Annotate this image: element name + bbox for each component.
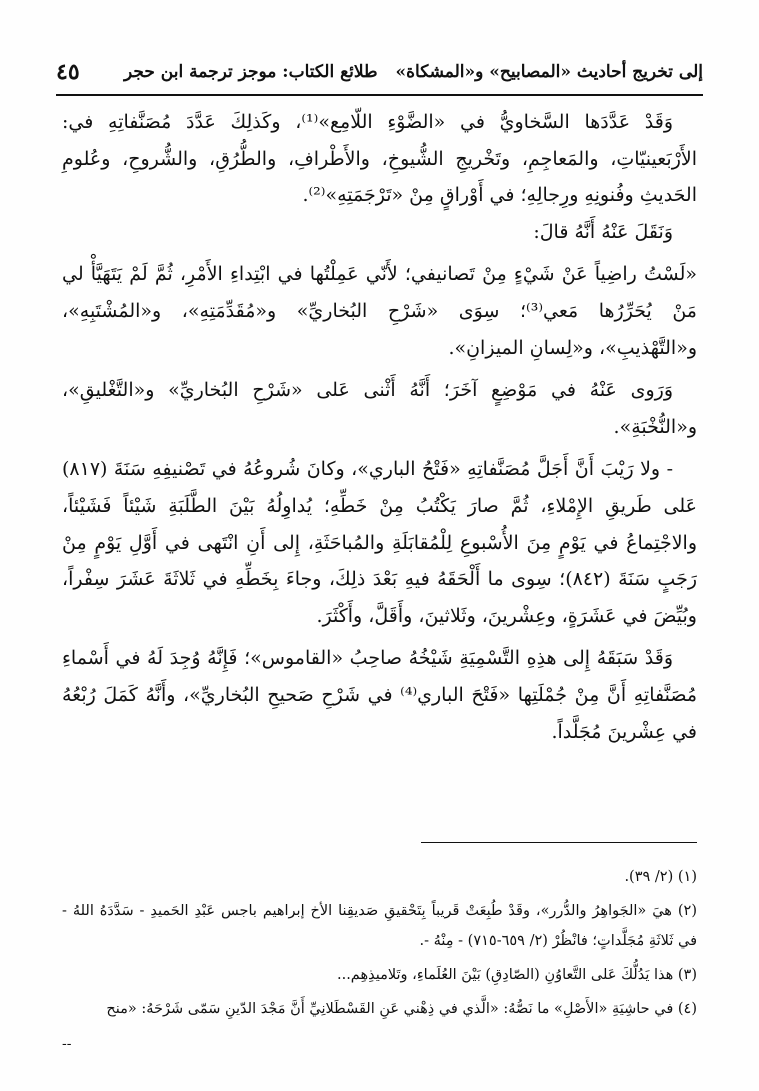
paragraph: - ولا رَيْبَ أَنَّ أَجَلَّ مُصَنَّفاتِهِ «فَتْحُ الباري»، وكانَ شُروعُهُ في تَصْنيفِهِ سَنَةَ (٨١٧) عَلى طَريقِ الإِمْلاءِ، ثُمَّ صارَ يَكْتُبُ مِنْ خَطِّهِ؛ يُداوِلُهُ بَيْنَ الطَّلَبَةِ شَيْئاً فَشَيْئاً، والاجْتِماعُ في يَوْمٍ مِنَ الأُسْبوعِ لِلْمُقابَلَةِ والمُباحَثَةِ، إِلى أَنِ انْتَهى في أَوَّلِ يَوْمٍ مِنْ رَجَبٍ سَنَةَ (٨٤٢)؛ سِوى ما أَلْحَقَهُ فيهِ بَعْدَ ذلِكَ، وجاءَ بِخَطِّهِ في ثَلاثَةَ عَشَرَ سِفْراً، وبُيِّضَ في عَشَرَةٍ، وعِشْرينَ، وثَلاثينَ، وأَقَلَّ، وأَكْثَرَ. bbox=[62, 458, 697, 627]
quote-paragraph: «لَسْتُ راضِياً عَنْ شَيْءٍ مِنْ تَصانيفي؛ لأَنّي عَمِلْتُها في ابْتِداءِ الأَمْرِ، ثُمَّ لَمْ يَتَهَيَّأْ لي مَنْ يُحَرِّرُها مَعي⁽³⁾؛ سِوَى «شَرْحِ البُخاريِّ» و«مُقَدِّمَتِهِ»، و«المُشْتَبِهِ»، و«التَّهْذيبِ»، و«لِسانِ الميزانِ». bbox=[62, 263, 697, 359]
header-separator bbox=[384, 62, 390, 82]
running-header bbox=[56, 52, 703, 92]
page-number: ٤٥ bbox=[56, 59, 80, 85]
footnote-continuation-mark: -- bbox=[62, 1036, 72, 1052]
header-title-block bbox=[124, 62, 703, 82]
footnote: (٣) هذا يَدُلُّكَ عَلى التَّعاوُنِ (الصّادِقِ) بَيْنَ العُلَماءِ، وتَلاميذِهِم... bbox=[336, 967, 697, 983]
footnote: (١) (٢/ ٣٩). bbox=[624, 869, 697, 885]
paragraph: وَقَدْ عَدَّدَها السَّخاويُّ في «الضَّوْءِ اللّامِع»⁽¹⁾، وكَذلِكَ عَدَّدَ مُصَنَّفاتِهِ في: الأَرْبَعينيّاتِ، والمَعاجِمِ، وتَخْريجِ الشُّيوخِ، والأَطْرافِ، والطُّرُقِ، والشُّروحِ، وعُلومِ الحَديثِ وفُنونِهِ ورِجالِهِ؛ في أَوْراقٍ مِنْ «تَرْجَمَتِهِ»⁽²⁾. bbox=[62, 111, 697, 207]
paragraph: وَقَدْ سَبَقَهُ إِلى هذِهِ التَّسْمِيَةِ شَيْخُهُ صاحِبُ «القاموس»؛ فَإِنَّهُ وُجِدَ لَهُ في أَسْماءِ مُصَنَّفاتِهِ أَنَّ مِنْ جُمْلَتِها «فَتْحَ الباري⁽⁴⁾ في شَرْحِ صَحيحِ البُخاريِّ»، وأَنَّهُ كَمَلَ رُبْعُهُ في عِشْرينَ مُجَلَّداً. bbox=[62, 647, 697, 743]
footnote: (٢) هيَ «الجَواهِرُ والدُّرر»، وقَدْ طُبِعَتْ قَريباً بِتَحْقيقِ صَديقِنا الأخ إبراهيم باجس عَبْدِ الحَميدِ - سَدَّدَهُ اللهُ - في ثَلاثَةِ مُجَلَّداتٍ؛ فانْظُرْ (٢/ ٦٥٩-٧١٥) - مِنْهُ -. bbox=[62, 903, 697, 949]
subtitle: إلى تخريج أحاديث «المصابيح» و«المشكاة» bbox=[395, 62, 703, 82]
footnote-rule bbox=[421, 842, 697, 843]
paragraph: وَرَوى عَنْهُ في مَوْضِعٍ آخَرَ؛ أَنَّهُ أَثْنى عَلى «شَرْحِ البُخاريِّ» و«التَّغْليقِ»، و«النُّخْبَةِ». bbox=[62, 379, 697, 438]
footnote: (٤) في حاشِيَةِ «الأَصْلِ» ما نَصُّهُ: «الَّذي في ذِهْني عَنِ القَسْطَلانِيِّ أَنَّ مَجْدَ الدّينِ سَمّى شَرْحَهُ: «منح bbox=[106, 1001, 697, 1017]
header-rule bbox=[56, 94, 703, 96]
footnotes bbox=[62, 862, 697, 1028]
book-title: طلائع الكتاب: موجز ترجمة ابن حجر bbox=[124, 62, 378, 82]
paragraph: وَنَقَلَ عَنْهُ أَنَّهُ قالَ: bbox=[533, 220, 673, 243]
main-text bbox=[62, 104, 697, 750]
